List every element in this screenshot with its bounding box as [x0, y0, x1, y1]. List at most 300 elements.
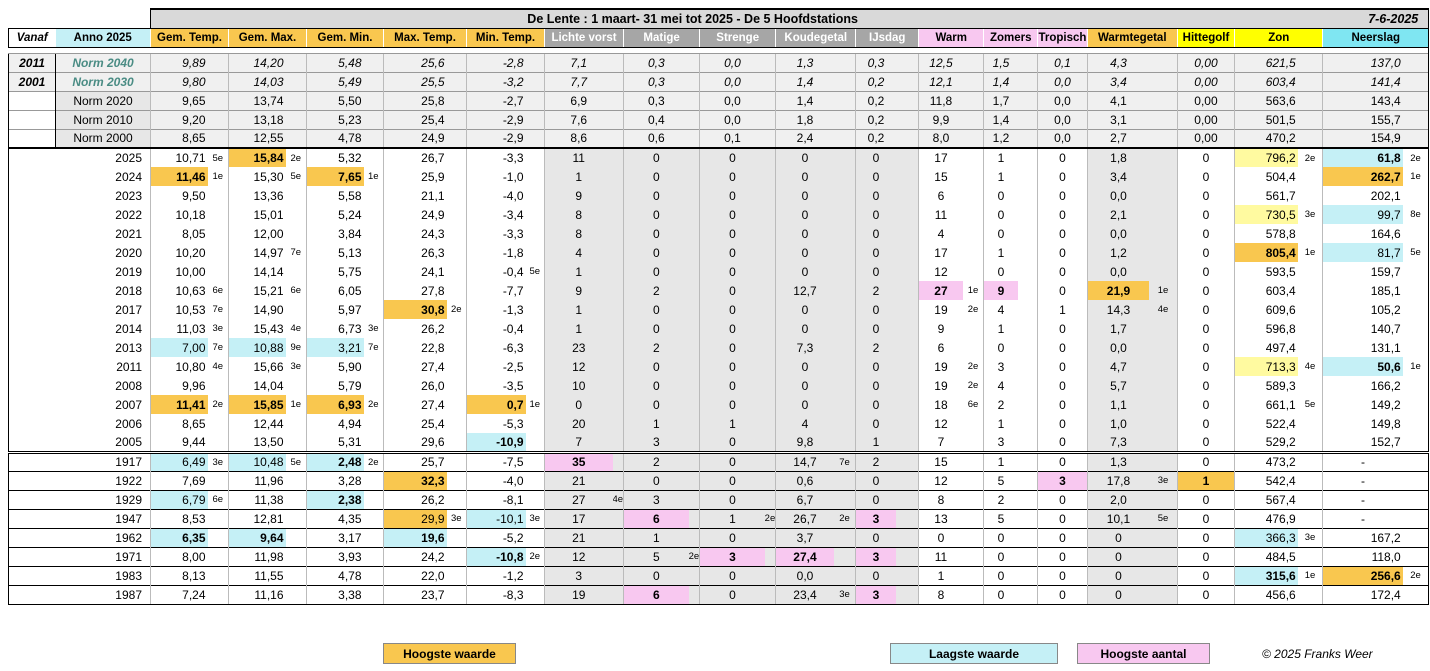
value-cell: -10,8 — [467, 547, 526, 566]
rank-cell — [286, 547, 307, 566]
rank-cell — [963, 433, 984, 452]
value-cell: 0 — [1177, 281, 1234, 300]
value-cell: 10,53 — [151, 300, 208, 319]
rank-cell — [526, 452, 545, 471]
value-cell: 0 — [856, 148, 896, 167]
value-cell: 0,3 — [624, 91, 689, 110]
rank-cell — [834, 395, 856, 414]
year-label: 2025 — [56, 148, 151, 167]
rank-cell — [364, 186, 384, 205]
rank-cell — [613, 72, 624, 91]
value-cell: -3,3 — [467, 148, 526, 167]
year-row — [9, 300, 1429, 319]
value-cell: 17 — [919, 148, 963, 167]
rank-cell — [1298, 224, 1323, 243]
value-cell: 137,0 — [1323, 53, 1403, 72]
rank-cell — [447, 243, 467, 262]
row-spacer — [9, 376, 56, 395]
value-cell: 0 — [856, 376, 896, 395]
value-cell: -1,8 — [467, 243, 526, 262]
value-cell: 1,8 — [1087, 148, 1149, 167]
rank-cell — [834, 319, 856, 338]
rank-cell — [963, 490, 984, 509]
value-cell: 2,0 — [1087, 490, 1149, 509]
rank-cell — [963, 224, 984, 243]
rank-cell — [526, 91, 545, 110]
value-cell: 12,1 — [919, 72, 963, 91]
rank-cell — [1018, 243, 1038, 262]
value-cell: 0 — [545, 395, 613, 414]
value-cell: -8,1 — [467, 490, 526, 509]
year-row — [9, 509, 1429, 528]
rank-cell: 6e — [290, 285, 302, 296]
value-cell: 15,43 — [229, 319, 286, 338]
rank-cell — [364, 528, 384, 547]
value-cell: -2,8 — [467, 53, 526, 72]
rank-cell — [1298, 281, 1323, 300]
rank-cell: 2e — [967, 361, 979, 372]
rank-cell: 1e — [529, 399, 541, 410]
rank-cell — [1403, 471, 1429, 490]
rank-cell — [1149, 566, 1177, 585]
value-cell: 11,55 — [229, 566, 286, 585]
rank-cell — [286, 376, 307, 395]
year-label: 2007 — [115, 397, 142, 412]
value-cell: 12 — [545, 357, 613, 376]
value-cell: -10,9 — [467, 433, 526, 452]
rank-cell — [1403, 452, 1429, 471]
rank-cell — [208, 471, 229, 490]
rank-cell: 7e — [212, 342, 224, 353]
value-cell: 143,4 — [1323, 91, 1403, 110]
value-cell: 14,14 — [229, 262, 286, 281]
rank-cell — [963, 509, 984, 528]
value-cell: 589,3 — [1235, 376, 1298, 395]
rank-cell — [1149, 357, 1177, 376]
value-cell: 1 — [984, 148, 1018, 167]
value-cell: 0 — [700, 395, 765, 414]
value-cell: 0 — [1038, 148, 1087, 167]
year-label: 2020 — [115, 245, 142, 260]
rank-cell — [896, 433, 919, 452]
year-row — [9, 205, 1429, 224]
value-cell: 12 — [919, 471, 963, 490]
rank-cell — [896, 338, 919, 357]
value-cell: 0 — [1038, 224, 1087, 243]
rank-cell — [364, 281, 384, 300]
value-cell: - — [1323, 452, 1403, 471]
value-cell: 10,20 — [151, 243, 208, 262]
value-cell: 0 — [1038, 186, 1087, 205]
value-cell: 0,00 — [1177, 91, 1234, 110]
value-cell: 0 — [700, 490, 765, 509]
value-cell: 18 — [919, 395, 963, 414]
value-cell: 0 — [1038, 319, 1087, 338]
rank-cell — [526, 585, 545, 604]
value-cell: 4,3 — [1087, 53, 1149, 72]
year-row — [9, 186, 1429, 205]
value-cell: 15,01 — [229, 205, 286, 224]
value-cell: 32,3 — [384, 471, 447, 490]
rank-cell — [286, 262, 307, 281]
value-cell: 1,5 — [984, 53, 1018, 72]
rank-cell — [834, 414, 856, 433]
rank-cell: 7e — [212, 304, 224, 315]
year-row — [9, 414, 1429, 433]
year-label: 1983 — [56, 566, 151, 585]
value-cell: 0 — [1177, 186, 1234, 205]
rank-cell: 3e — [208, 452, 229, 471]
rank-cell — [1149, 224, 1177, 243]
value-cell: 2,7 — [1087, 129, 1149, 148]
value-cell: 0 — [1038, 566, 1087, 585]
year-label: 2006 — [115, 416, 142, 431]
norm-vanaf — [9, 110, 56, 129]
value-cell: 0 — [984, 585, 1018, 604]
rank-cell — [1018, 167, 1038, 186]
value-cell: 0 — [856, 319, 896, 338]
value-cell: 0,6 — [624, 129, 689, 148]
value-cell: 149,8 — [1323, 414, 1403, 433]
rank-cell: 3e — [1304, 209, 1316, 220]
rank-cell — [286, 509, 307, 528]
rank-cell — [286, 205, 307, 224]
column-header: Gem. Min. — [307, 28, 384, 47]
value-cell: 10,71 — [151, 148, 208, 167]
value-cell: 0 — [984, 338, 1018, 357]
value-cell: 0 — [984, 547, 1018, 566]
value-cell: 3 — [984, 433, 1018, 452]
row-spacer — [9, 414, 56, 433]
title-spacer — [9, 9, 151, 28]
rank-cell: 9e — [290, 342, 302, 353]
rank-cell — [1149, 72, 1177, 91]
value-cell: 596,8 — [1235, 319, 1298, 338]
rank-cell — [613, 414, 624, 433]
rank-cell — [689, 53, 700, 72]
value-cell: 1,2 — [984, 129, 1018, 148]
rank-cell — [896, 53, 919, 72]
value-cell: 11 — [545, 148, 613, 167]
value-cell: 1,0 — [1087, 414, 1149, 433]
value-cell: 476,9 — [1235, 509, 1298, 528]
value-cell: 27,4 — [384, 395, 447, 414]
value-cell: 262,7 — [1323, 167, 1403, 186]
rank-cell — [765, 167, 776, 186]
rank-cell — [1018, 53, 1038, 72]
value-cell: 0 — [1177, 357, 1234, 376]
value-cell: 730,5 — [1235, 205, 1298, 224]
value-cell: 561,7 — [1235, 186, 1298, 205]
value-cell: 256,6 — [1323, 566, 1403, 585]
value-cell: 0 — [624, 357, 689, 376]
value-cell: 14,7 — [776, 452, 834, 471]
value-cell: 504,4 — [1235, 167, 1298, 186]
value-cell: 0,3 — [624, 72, 689, 91]
rank-cell: 1e — [1298, 566, 1323, 585]
rank-cell — [1403, 262, 1429, 281]
row-spacer — [9, 509, 56, 528]
value-cell: 155,7 — [1323, 110, 1403, 129]
rank-cell: 6e — [967, 399, 979, 410]
value-cell: 0 — [700, 205, 765, 224]
rank-cell — [1018, 186, 1038, 205]
rank-cell: 6e — [208, 490, 229, 509]
rank-cell — [208, 72, 229, 91]
rank-cell — [526, 471, 545, 490]
rank-cell — [613, 338, 624, 357]
value-cell: 10,88 — [229, 338, 286, 357]
rank-cell — [765, 300, 776, 319]
value-cell: 0 — [1038, 414, 1087, 433]
value-cell: - — [1323, 509, 1403, 528]
norm-label: Norm 2040 — [56, 53, 151, 72]
rank-cell: 1e — [1304, 247, 1316, 258]
rank-cell — [689, 395, 700, 414]
rank-cell — [896, 243, 919, 262]
value-cell: 0 — [1177, 338, 1234, 357]
rank-cell — [1149, 262, 1177, 281]
rank-cell: 3e — [526, 509, 545, 528]
rank-cell — [286, 224, 307, 243]
rank-cell — [613, 319, 624, 338]
rank-cell — [689, 91, 700, 110]
rank-cell — [447, 129, 467, 148]
rank-cell — [1403, 528, 1429, 547]
value-cell: 0 — [856, 395, 896, 414]
rank-cell — [208, 262, 229, 281]
value-cell: 2,38 — [307, 490, 364, 509]
rank-cell — [834, 129, 856, 148]
value-cell: 8 — [545, 224, 613, 243]
rank-cell — [526, 566, 545, 585]
rank-cell — [1149, 338, 1177, 357]
value-cell: 12 — [545, 547, 613, 566]
rank-cell — [765, 91, 776, 110]
year-row — [9, 167, 1429, 186]
value-cell: 4 — [984, 300, 1018, 319]
value-cell: -3,2 — [467, 72, 526, 91]
rank-cell — [286, 186, 307, 205]
rank-cell — [1149, 205, 1177, 224]
rank-cell — [526, 205, 545, 224]
value-cell: 0 — [1177, 452, 1234, 471]
value-cell: 0,3 — [856, 53, 896, 72]
rank-cell — [208, 224, 229, 243]
rank-cell — [364, 129, 384, 148]
rank-cell — [1403, 338, 1429, 357]
value-cell: 3 — [856, 509, 896, 528]
value-cell: -2,5 — [467, 357, 526, 376]
value-cell: 0 — [984, 262, 1018, 281]
column-header: Min. Temp. — [467, 28, 545, 47]
row-spacer — [9, 205, 56, 224]
rank-cell — [1149, 91, 1177, 110]
value-cell: 0 — [624, 566, 689, 585]
value-cell: 24,1 — [384, 262, 447, 281]
value-cell: 6,73 — [307, 319, 364, 338]
year-row — [9, 490, 1429, 509]
rank-cell — [896, 91, 919, 110]
rank-cell: 4e — [1304, 361, 1316, 372]
rank-cell — [1298, 72, 1323, 91]
value-cell: 0 — [1177, 509, 1234, 528]
rank-cell — [689, 338, 700, 357]
value-cell: 0,4 — [624, 110, 689, 129]
rank-cell — [1298, 110, 1323, 129]
rank-cell — [1149, 148, 1177, 167]
norm-label: Norm 2020 — [56, 91, 151, 110]
rank-cell — [364, 433, 384, 452]
value-cell: 11,96 — [229, 471, 286, 490]
value-cell: 0 — [1038, 243, 1087, 262]
value-cell: 5,23 — [307, 110, 364, 129]
value-cell: 167,2 — [1323, 528, 1403, 547]
value-cell: 0 — [700, 224, 765, 243]
rank-cell — [1018, 300, 1038, 319]
value-cell: 3,7 — [776, 528, 834, 547]
rank-cell: 3e — [1149, 471, 1177, 490]
value-cell: 0 — [1177, 585, 1234, 604]
year-label: 1987 — [56, 585, 151, 604]
rank-cell — [1018, 338, 1038, 357]
rank-cell — [765, 490, 776, 509]
value-cell: 1,4 — [776, 91, 834, 110]
rank-cell — [896, 72, 919, 91]
value-cell: 8,00 — [151, 547, 208, 566]
column-header: Neerslag — [1323, 28, 1429, 47]
value-cell: 5,49 — [307, 72, 364, 91]
rank-cell — [963, 129, 984, 148]
value-cell: 26,7 — [384, 148, 447, 167]
value-cell: 5,75 — [307, 262, 364, 281]
rank-cell — [286, 91, 307, 110]
value-cell: 0 — [700, 528, 765, 547]
value-cell: 10,80 — [151, 357, 208, 376]
value-cell: 131,1 — [1323, 338, 1403, 357]
value-cell: - — [1323, 490, 1403, 509]
value-cell: 1 — [984, 414, 1018, 433]
rank-cell — [447, 452, 467, 471]
norm-label: Norm 2010 — [56, 110, 151, 129]
value-cell: 0 — [624, 395, 689, 414]
value-cell: 4,78 — [307, 129, 364, 148]
value-cell: 0 — [1177, 224, 1234, 243]
rank-cell — [1298, 129, 1323, 148]
value-cell: 2,1 — [1087, 205, 1149, 224]
value-cell: 26,3 — [384, 243, 447, 262]
year-label: 2017 — [115, 302, 142, 317]
rank-cell — [1298, 433, 1323, 452]
value-cell: 11,38 — [229, 490, 286, 509]
rank-cell — [963, 566, 984, 585]
value-cell: 20 — [545, 414, 613, 433]
rank-cell — [286, 72, 307, 91]
value-cell: 15,66 — [229, 357, 286, 376]
rank-cell: 7e — [290, 247, 302, 258]
rank-cell — [526, 376, 545, 395]
value-cell: 0 — [776, 395, 834, 414]
value-cell: 9,9 — [919, 110, 963, 129]
value-cell: 3 — [624, 433, 689, 452]
rank-cell: 4e — [613, 490, 624, 509]
value-cell: 27,8 — [384, 281, 447, 300]
rank-cell — [834, 53, 856, 72]
rank-cell — [286, 414, 307, 433]
rank-cell — [364, 72, 384, 91]
value-cell: 0 — [700, 319, 765, 338]
value-cell: 6,35 — [151, 528, 208, 547]
year-row — [9, 262, 1429, 281]
rank-cell — [765, 395, 776, 414]
rank-cell — [896, 167, 919, 186]
value-cell: 0 — [1087, 585, 1149, 604]
value-cell: 529,2 — [1235, 433, 1298, 452]
rank-cell — [963, 471, 984, 490]
value-cell: 456,6 — [1235, 585, 1298, 604]
value-cell: 3 — [624, 490, 689, 509]
row-spacer — [9, 585, 56, 604]
value-cell: 81,7 — [1323, 243, 1403, 262]
value-cell: 1 — [624, 528, 689, 547]
rank-cell — [765, 262, 776, 281]
rank-cell: 7e — [834, 452, 856, 471]
value-cell: -3,3 — [467, 224, 526, 243]
weather-table — [8, 8, 1429, 605]
value-cell: 0,2 — [856, 110, 896, 129]
value-cell: 0,0 — [700, 53, 765, 72]
value-cell: 15,30 — [229, 167, 286, 186]
rank-cell — [1403, 224, 1429, 243]
rank-cell — [1298, 509, 1323, 528]
column-header: Warm — [919, 28, 984, 47]
rank-cell — [364, 148, 384, 167]
value-cell: 10 — [545, 376, 613, 395]
value-cell: 26,7 — [776, 509, 834, 528]
value-cell: 1 — [700, 414, 765, 433]
value-cell: 118,0 — [1323, 547, 1403, 566]
value-cell: 0 — [1177, 243, 1234, 262]
value-cell: 0 — [776, 300, 834, 319]
value-cell: 3 — [545, 566, 613, 585]
column-header: Koudegetal — [776, 28, 856, 47]
value-cell: 5 — [984, 471, 1018, 490]
value-cell: 0 — [1038, 205, 1087, 224]
value-cell: 10,63 — [151, 281, 208, 300]
rank-cell — [364, 300, 384, 319]
value-cell: 0 — [1038, 528, 1087, 547]
rank-cell: 6e — [212, 285, 224, 296]
rank-cell — [1298, 53, 1323, 72]
value-cell: 7,65 — [307, 167, 364, 186]
value-cell: 0,1 — [700, 129, 765, 148]
rank-cell — [447, 281, 467, 300]
rank-cell — [1149, 243, 1177, 262]
value-cell: 661,1 — [1235, 395, 1298, 414]
rank-cell: 1e — [367, 171, 379, 182]
value-cell: 0,00 — [1177, 72, 1234, 91]
value-cell: 0 — [856, 186, 896, 205]
rank-cell — [1018, 110, 1038, 129]
value-cell: 1,4 — [984, 110, 1018, 129]
column-header: Max. Temp. — [384, 28, 467, 47]
value-cell: 522,4 — [1235, 414, 1298, 433]
value-cell: 1 — [984, 452, 1018, 471]
value-cell: 3,93 — [307, 547, 364, 566]
value-cell: 13,74 — [229, 91, 286, 110]
rank-cell — [613, 148, 624, 167]
rank-cell: 3e — [290, 361, 302, 372]
